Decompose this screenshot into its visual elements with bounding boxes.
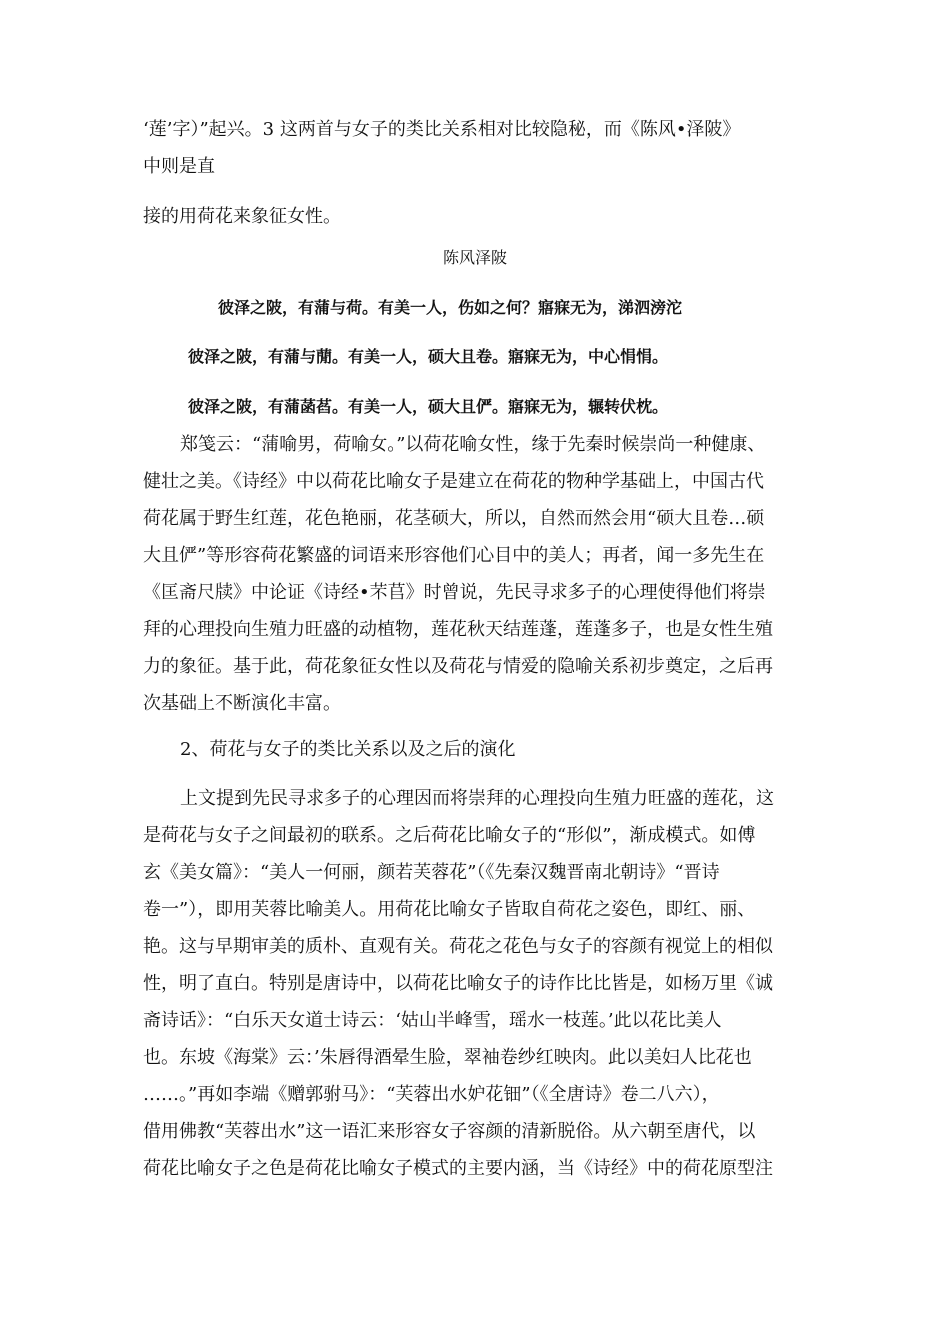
paragraph-line: 荷花比喻女子之色是荷花比喻女子模式的主要内涵，当《诗经》中的荷花原型注 [143,1158,773,1179]
poem-line: 彼泽之陂，有蒲与荷。有美一人，伤如之何？寤寐无为，涕泗滂沱 [218,298,683,317]
paragraph-line: 斋诗话》：“白乐天女道士诗云：‘姑山半峰雪，瑶水一枝莲。’此以花比美人 [143,1010,722,1031]
paragraph-line: 卷一”），即用芙蓉比喻美人。用荷花比喻女子皆取自荷花之姿色，即红、丽、 [143,899,756,920]
poem-title: 陈风泽陂 [442,248,507,267]
paragraph-line: 是荷花与女子之间最初的联系。之后荷花比喻女子的“形似”，渐成模式。如傅 [143,825,756,846]
paragraph-line: ……。”再如李端《赠郭驸马》：“芙蓉出水妒花钿”（《全唐诗》卷二八六）， [143,1084,720,1105]
paragraph-line: 性，明了直白。特别是唐诗中，以荷花比喻女子的诗作比比皆是，如杨万里《诚 [143,973,773,994]
section-heading: 2、荷花与女子的类比关系以及之后的演化 [180,739,516,760]
paragraph-line: 也。东坡《海棠》云：’朱唇得酒晕生脸，翠袖卷纱红映肉。此以美妇人比花也 [143,1047,752,1068]
paragraph-line: 次基础上不断演化丰富。 [143,693,341,714]
paragraph-line: 借用佛教“芙蓉出水”这一语汇来形容女子容颜的清新脱俗。从六朝至唐代，以 [143,1121,756,1142]
paragraph-line: 上文提到先民寻求多子的心理因而将崇拜的心理投向生殖力旺盛的莲花，这 [180,788,774,809]
paragraph-line: 力的象征。基于此，荷花象征女性以及荷花与情爱的隐喻关系初步奠定，之后再 [143,656,773,677]
paragraph-line: 拜的心理投向生殖力旺盛的动植物，莲花秋天结莲蓬，莲蓬多子，也是女性生殖 [143,619,773,640]
paragraph-line: 大且俨”等形容荷花繁盛的词语来形容他们心目中的美人；再者，闻一多先生在 [143,545,765,566]
intro-line: ‘莲’字）”起兴。3 这两首与女子的类比关系相对比较隐秘，而《陈风•泽陂》 [143,119,741,140]
paragraph-line: 郑笺云：“蒲喻男，荷喻女。”以荷花喻女性，缘于先秦时候崇尚一种健康、 [180,434,766,455]
paragraph-line: 《匡斋尺牍》中论证《诗经•芣苢》时曾说，先民寻求多子的心理使得他们将崇 [143,582,766,603]
paragraph-line: 艳。这与早期审美的质朴、直观有关。荷花之花色与女子的容颜有视觉上的相似 [143,936,773,957]
intro-line: 中则是直 [143,156,215,177]
paragraph-line: 健壮之美。《诗经》中以荷花比喻女子是建立在荷花的物种学基础上，中国古代 [143,471,764,492]
paragraph-line: 玄《美女篇》：“美人一何丽，颜若芙蓉花”（《先秦汉魏晋南北朝诗》“晋诗 [143,862,720,883]
paragraph-line: 荷花属于野生红莲，花色艳丽，花茎硕大，所以，自然而然会用“硕大且卷…硕 [143,508,765,529]
poem-line: 彼泽之陂，有蒲与蕑。有美一人，硕大且卷。寤寐无为，中心悁悁。 [188,347,669,366]
intro-line: 接的用荷花来象征女性。 [143,206,341,227]
poem-line: 彼泽之陂，有蒲菡萏。有美一人，硕大且俨。寤寐无为，辗转伏枕。 [188,397,669,416]
